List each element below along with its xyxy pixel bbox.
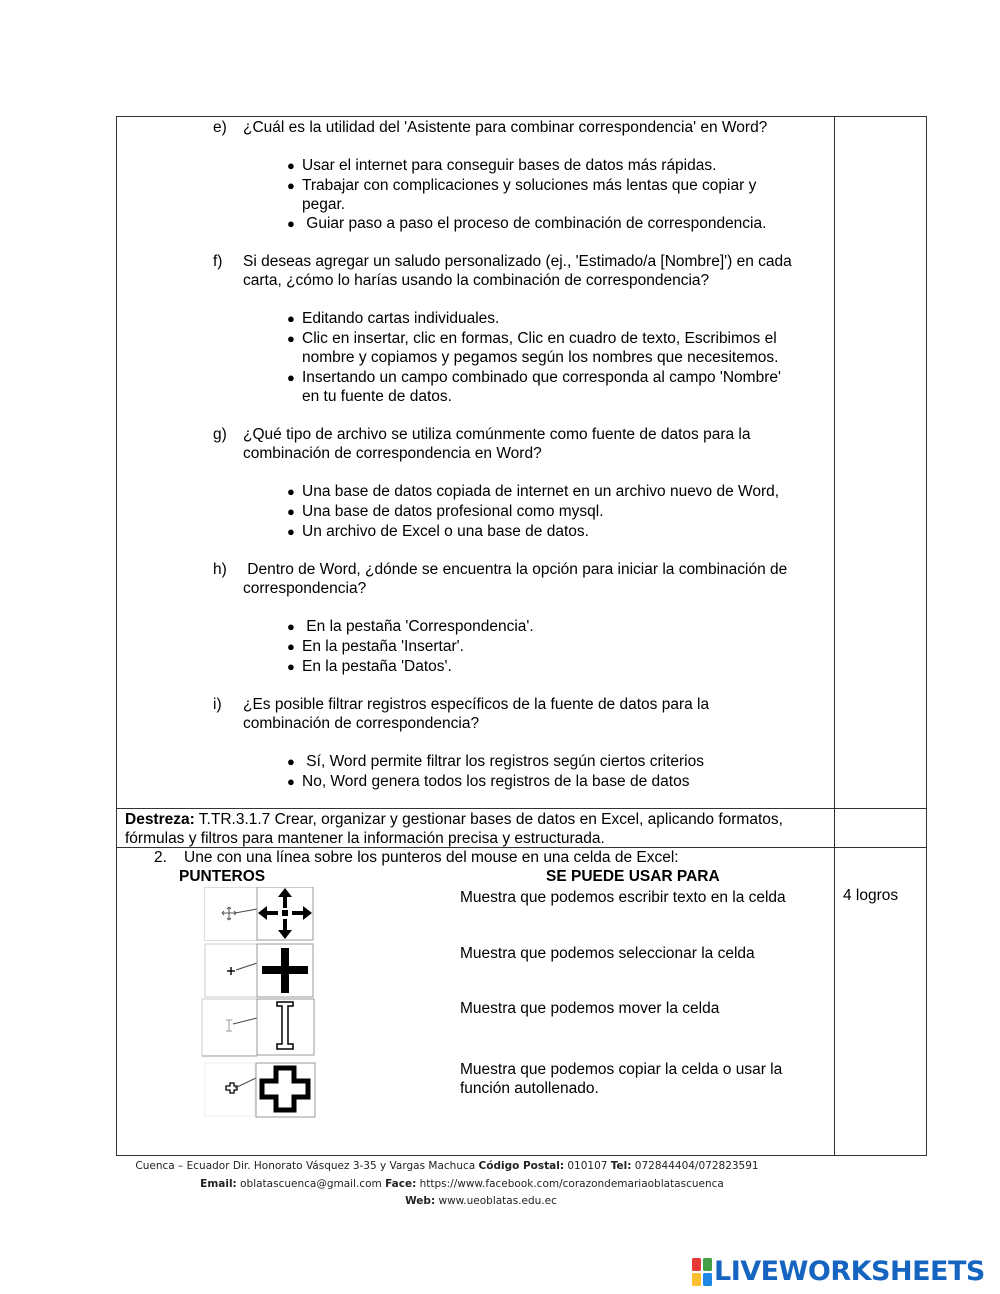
bullet: ● (287, 524, 295, 539)
footer-tel-label: Tel: (610, 1160, 632, 1172)
footer-email-value[interactable]: oblatascuenca@gmail.com (236, 1178, 386, 1190)
footer-contact (0, 1176, 962, 1193)
option-text[interactable]: En la pestaña 'Correspondencia'. (302, 618, 534, 635)
select-plus-pointer-icon[interactable] (204, 943, 314, 998)
score-label: 4 logros (843, 887, 899, 904)
table-left-border (116, 116, 117, 1155)
footer-face-value[interactable]: https://www.facebook.com/corazondemariaoblatascuenca (416, 1178, 724, 1190)
footer-tel-value: 072844404/072823591 (631, 1160, 759, 1172)
option-text[interactable]: En la pestaña 'Datos'. (302, 658, 452, 675)
question-label: g) (213, 426, 227, 443)
option-text[interactable]: Guiar paso a paso el proceso de combinación de correspondencia. (302, 215, 767, 232)
bullet: ● (287, 331, 295, 346)
use-option-4[interactable]: Muestra que podemos copiar la celda o usar la (460, 1061, 783, 1078)
section-number: 2. (154, 849, 167, 866)
question-label: f) (213, 253, 223, 270)
option-text[interactable]: Trabajar con complicaciones y soluciones más lentas que copiar y (302, 177, 757, 194)
footer-postal-value: 010107 (564, 1160, 611, 1172)
footer-postal-label: Código Postal: (478, 1160, 565, 1172)
use-option-2[interactable]: Muestra que podemos seleccionar la celda (460, 945, 755, 962)
option-text-cont[interactable]: en tu fuente de datos. (302, 388, 452, 405)
use-option-1[interactable]: Muestra que podemos escribir texto en la celda (460, 889, 786, 906)
section-instruction: Une con una línea sobre los punteros del mouse en una celda de Excel: (184, 849, 679, 866)
question-text: ¿Qué tipo de archivo se utiliza comúnmente como fuente de datos para la (243, 426, 751, 443)
column-header-punteros: PUNTEROS (179, 868, 266, 885)
option-text[interactable]: No, Word genera todos los registros de la base de datos (302, 773, 690, 790)
question-text: ¿Es posible filtrar registros específicos de la fuente de datos para la (243, 696, 710, 713)
text-ibeam-pointer-icon[interactable] (201, 998, 315, 1058)
footer-web-value[interactable]: www.ueoblatas.edu.ec (435, 1195, 557, 1207)
destreza-label: Destreza: (125, 811, 195, 828)
question-text: Si deseas agregar un saludo personalizado (ej., 'Estimado/a [Nombre]') en cada (243, 253, 792, 270)
question-text-cont: combinación de correspondencia? (243, 715, 480, 732)
bullet: ● (287, 311, 295, 326)
bullet: ● (287, 484, 295, 499)
question-text: ¿Cuál es la utilidad del 'Asistente para combinar correspondencia' en Word? (243, 119, 768, 136)
footer-email-label: Email: (200, 1178, 237, 1190)
use-option-4-cont[interactable]: función autollenado. (460, 1080, 599, 1097)
fill-handle-pointer-icon[interactable] (204, 1062, 316, 1118)
use-option-3[interactable]: Muestra que podemos mover la celda (460, 1000, 720, 1017)
footer-web-label: Web: (405, 1195, 436, 1207)
column-header-usar: SE PUEDE USAR PARA (546, 868, 720, 885)
bullet: ● (287, 659, 295, 674)
question-text-cont: correspondencia? (243, 580, 367, 597)
question-text: Dentro de Word, ¿dónde se encuentra la opción para iniciar la combinación de (243, 561, 788, 578)
option-text[interactable]: Editando cartas individuales. (302, 310, 500, 327)
destreza-line-1 (125, 810, 783, 829)
bullet: ● (287, 639, 295, 654)
destreza-line-2: fórmulas y filtros para mantener la información precisa y estructurada. (125, 830, 605, 847)
question-label: h) (213, 561, 227, 578)
option-text[interactable]: Una base de datos profesional como mysql. (302, 503, 604, 520)
bullet: ● (287, 158, 295, 173)
destreza-text: T.TR.3.1.7 Crear, organizar y gestionar bases de datos en Excel, aplicando formatos, (194, 811, 783, 828)
row-divider-destreza-top (116, 808, 927, 809)
table-bottom-border (116, 1155, 927, 1156)
logo-text: LIVEWORKSHEETS (714, 1256, 985, 1287)
table-right-border (926, 116, 927, 1155)
bullet: ● (287, 504, 295, 519)
bullet: ● (287, 619, 295, 634)
logo-mark-icon (692, 1258, 712, 1286)
bullet: ● (287, 216, 295, 231)
footer-address (0, 1158, 947, 1175)
question-text-cont: combinación de correspondencia en Word? (243, 445, 542, 462)
option-text[interactable]: Una base de datos copiada de internet en un archivo nuevo de Word, (302, 483, 780, 500)
bullet: ● (287, 754, 295, 769)
footer-address-text: Cuenca – Ecuador Dir. Honorato Vásquez 3-35 y Vargas Machuca (135, 1160, 479, 1172)
option-text[interactable]: Sí, Word permite filtrar los registros según ciertos criterios (302, 753, 704, 770)
footer-face-label: Face: (385, 1178, 417, 1190)
liveworksheets-logo (692, 1255, 992, 1289)
option-text[interactable]: Un archivo de Excel o una base de datos. (302, 523, 589, 540)
bullet: ● (287, 178, 295, 193)
option-text[interactable]: Insertando un campo combinado que corresponda al campo 'Nombre' (302, 369, 781, 386)
option-text[interactable]: Clic en insertar, clic en formas, Clic en cuadro de texto, Escribimos el (302, 330, 777, 347)
question-text-cont: carta, ¿cómo lo harías usando la combinación de correspondencia? (243, 272, 710, 289)
move-pointer-icon[interactable] (204, 887, 314, 941)
footer-web (0, 1193, 981, 1210)
option-text-cont[interactable]: pegar. (302, 196, 346, 213)
option-text[interactable]: En la pestaña 'Insertar'. (302, 638, 464, 655)
table-column-divider (834, 116, 835, 1155)
option-text-cont[interactable]: nombre y copiamos y pegamos según los nombres que necesitemos. (302, 349, 779, 366)
question-label: e) (213, 119, 227, 136)
table-top-border (116, 116, 927, 117)
bullet: ● (287, 774, 295, 789)
option-text[interactable]: Usar el internet para conseguir bases de datos más rápidas. (302, 157, 717, 174)
question-label: i) (213, 696, 222, 713)
bullet: ● (287, 370, 295, 385)
